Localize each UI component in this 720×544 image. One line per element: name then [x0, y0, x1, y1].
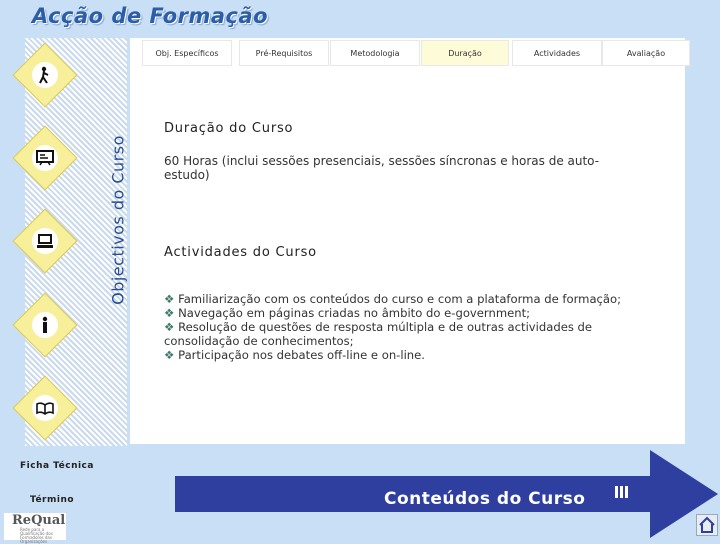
duration-line: estudo): [164, 168, 210, 182]
logo-subtitle: Rede para a Qualificação dos Formadores das Organizações: [20, 527, 53, 544]
list-item-text: Resolução de questões de resposta múltipla e de outras actividades de: [178, 320, 593, 334]
tab-duracao[interactable]: Duração: [421, 40, 509, 66]
course-contents-link[interactable]: Conteúdos do Curso: [384, 489, 586, 509]
content-panel: [130, 38, 685, 444]
vertical-section-text: Objectivos do Curso: [108, 135, 128, 305]
bullet-icon: ❖: [164, 348, 175, 362]
nav-diamond-5[interactable]: [22, 385, 68, 431]
activities-list: [164, 292, 621, 362]
presentation-board-icon: [32, 145, 58, 171]
termino-link[interactable]: Término: [30, 495, 75, 505]
nav-diamond-2[interactable]: [22, 135, 68, 181]
next-arrow-shape[interactable]: [0, 448, 720, 540]
tab-pre-requisitos[interactable]: Pré-Requisitos: [239, 40, 329, 66]
page-title: Acção de Formação: [32, 4, 269, 28]
tab-avaliacao[interactable]: Avaliação: [602, 40, 690, 66]
list-item-text: Navegação em páginas criadas no âmbito do e-government;: [178, 306, 531, 320]
vertical-section-label: [106, 100, 130, 340]
requal-logo: [4, 513, 66, 544]
duration-heading: Duração do Curso: [164, 121, 294, 136]
list-item: [164, 334, 621, 348]
tab-metodologia[interactable]: Metodologia: [330, 40, 420, 66]
duration-line: 60 Horas (inclui sessões presenciais, sessões síncronas e horas de auto-: [164, 154, 600, 168]
list-item: [164, 320, 621, 334]
list-item: [164, 348, 621, 362]
list-item-text: Familiarização com os conteúdos do curso e com a plataforma de formação;: [178, 292, 622, 306]
nav-diamond-3[interactable]: [22, 218, 68, 264]
activities-heading: Actividades do Curso: [164, 245, 317, 260]
nav-diamond-1[interactable]: [22, 52, 68, 98]
open-book-icon: [32, 395, 58, 421]
list-item: [164, 292, 621, 306]
bullet-icon: ❖: [164, 320, 175, 334]
pause-icon[interactable]: [615, 486, 629, 500]
ficha-tecnica-link[interactable]: Ficha Técnica: [20, 461, 94, 471]
bullet-icon: ❖: [164, 292, 175, 306]
list-item-text: Participação nos debates off-line e on-line.: [178, 348, 425, 362]
duration-text: [164, 154, 599, 182]
list-item-text: consolidação de conhecimentos;: [164, 334, 354, 348]
computer-icon: [32, 228, 58, 254]
nav-diamond-4[interactable]: [22, 302, 68, 348]
person-walking-icon: [32, 62, 58, 88]
tab-obj-especificos[interactable]: Obj. Específicos: [142, 40, 232, 66]
tab-actividades[interactable]: Actividades: [512, 40, 602, 66]
standing-person-icon: [32, 312, 58, 338]
tab-bar: [142, 40, 690, 66]
list-item: [164, 306, 621, 320]
logo-name: ReQual: [12, 513, 66, 528]
bullet-icon: ❖: [164, 306, 175, 320]
home-icon[interactable]: [696, 514, 718, 536]
